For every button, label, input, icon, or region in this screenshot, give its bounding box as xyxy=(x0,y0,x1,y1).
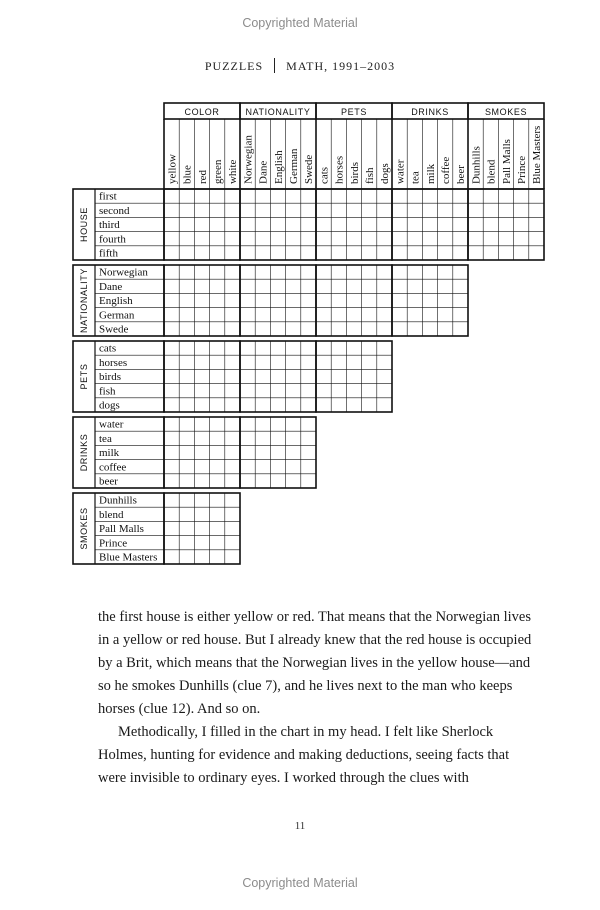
column-item-label: green xyxy=(212,159,224,184)
column-item-label: blend xyxy=(485,159,498,184)
column-item-label: cats xyxy=(318,166,331,184)
column-item-label: tea xyxy=(409,171,422,184)
watermark-bottom: Copyrighted Material xyxy=(242,876,358,890)
running-head-section: PUZZLES xyxy=(204,59,264,73)
row-item-label: English xyxy=(99,295,133,308)
column-item-label: water xyxy=(394,159,407,184)
watermark-top: Copyrighted Material xyxy=(242,16,358,30)
column-group-label: DRINKS xyxy=(411,107,449,117)
row-item-label: dogs xyxy=(99,399,120,412)
row-item-label: second xyxy=(99,204,130,217)
column-item-label: Dane xyxy=(257,160,270,184)
column-item-label: red xyxy=(196,169,209,184)
grid-block xyxy=(164,189,240,260)
row-item-label: Swede xyxy=(99,323,129,336)
column-item-label: German xyxy=(288,148,300,184)
column-item-label: blue xyxy=(181,165,194,184)
column-item-label: Blue Masters xyxy=(531,125,544,184)
row-item-label: birds xyxy=(99,371,121,384)
page-number: 11 xyxy=(294,820,306,832)
column-item-label: beer xyxy=(455,165,468,184)
column-item-label: Norwegian xyxy=(242,135,255,184)
row-item-label: tea xyxy=(99,432,112,445)
running-head-chapter: MATH, 1991–2003 xyxy=(286,59,396,73)
row-item-label: blend xyxy=(99,508,124,521)
row-group-label: PETS xyxy=(79,363,90,390)
grid-block xyxy=(316,189,392,260)
row-item-label: beer xyxy=(99,475,118,488)
body-text xyxy=(98,606,534,790)
grid-block xyxy=(468,189,544,260)
column-item-label: Prince xyxy=(516,155,528,184)
column-item-label: birds xyxy=(348,162,361,184)
row-item-label: third xyxy=(99,219,120,232)
column-item-label: fish xyxy=(364,167,376,184)
grid-block xyxy=(240,417,316,488)
row-item-label: milk xyxy=(99,447,120,460)
row-item-label: Dane xyxy=(99,280,123,293)
grid-block xyxy=(164,265,240,336)
row-item-label: fourth xyxy=(99,233,126,246)
row-group-label: DRINKS xyxy=(79,433,90,472)
column-item-label: yellow xyxy=(166,154,179,184)
grid-block xyxy=(316,341,392,412)
column-item-label: white xyxy=(227,159,240,184)
column-item-label: Dunhills xyxy=(470,146,483,184)
grid-block xyxy=(164,417,240,488)
grid-block xyxy=(240,341,316,412)
row-item-label: Prince xyxy=(99,537,128,550)
column-item-label: dogs xyxy=(379,163,392,184)
column-group-label: PETS xyxy=(341,107,367,117)
row-group-label: NATIONALITY xyxy=(79,268,90,333)
row-item-label: Blue Masters xyxy=(99,551,158,564)
row-item-label: Dunhills xyxy=(99,494,137,507)
column-item-label: coffee xyxy=(440,156,452,184)
row-group-label: SMOKES xyxy=(79,507,90,550)
column-item-label: horses xyxy=(333,155,346,184)
grid-block xyxy=(392,265,468,336)
row-item-label: coffee xyxy=(99,461,127,474)
row-item-label: Pall Malls xyxy=(99,523,144,536)
paragraph: the first house is either yellow or red. That means that the Norwegian lives in a yellow or red house. But I already knew that the red house is occupied by a Brit, which means that the Norwegian lives in the yellow house—and so he smokes Dunhills (clue 7), and he lives next to the man who keeps horses (clue 12). And so on. xyxy=(98,609,532,717)
row-item-label: horses xyxy=(99,356,128,369)
column-item-label: English xyxy=(272,150,285,184)
grid-block xyxy=(316,265,392,336)
row-group-label: HOUSE xyxy=(79,206,90,243)
column-group-label: SMOKES xyxy=(484,107,528,117)
row-item-label: first xyxy=(99,190,117,203)
grid-block xyxy=(164,341,240,412)
grid-block xyxy=(164,493,240,564)
grid-block xyxy=(240,265,316,336)
row-item-label: water xyxy=(99,418,124,431)
row-item-label: cats xyxy=(99,342,117,355)
grid-block xyxy=(392,189,468,260)
grid-block xyxy=(240,189,316,260)
column-item-label: Swede xyxy=(303,154,316,184)
paragraph: Methodically, I filled in the chart in my head. I felt like Sherlock Holmes, hunting for evidence and making deductions, seeing facts that were invisible to ordinary eyes. I worked through the clues with xyxy=(98,724,510,786)
column-item-label: milk xyxy=(424,163,437,184)
row-item-label: Norwegian xyxy=(99,266,148,279)
column-item-label: Pall Malls xyxy=(500,139,513,184)
row-item-label: German xyxy=(99,309,135,322)
row-item-label: fish xyxy=(99,385,116,398)
column-group-label: NATIONALITY xyxy=(245,107,311,117)
row-item-label: fifth xyxy=(99,247,118,260)
column-group-label: COLOR xyxy=(184,107,220,117)
